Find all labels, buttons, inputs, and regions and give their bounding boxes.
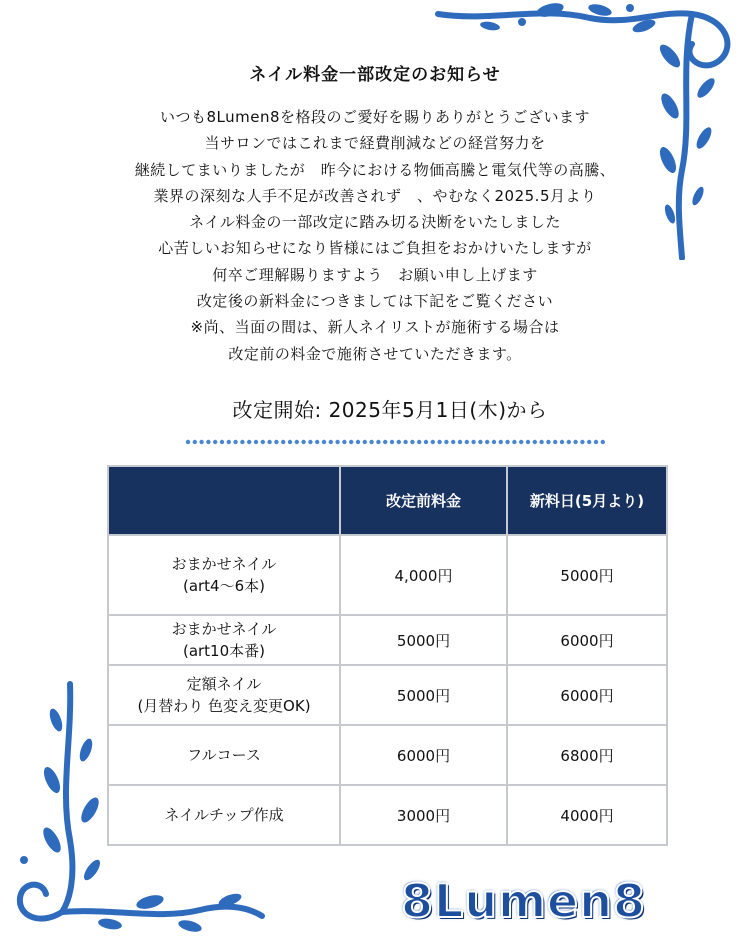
dotted-divider bbox=[185, 437, 605, 447]
divider-dot bbox=[403, 440, 407, 444]
divider-dot bbox=[499, 440, 503, 444]
divider-dot bbox=[465, 440, 469, 444]
divider-dot bbox=[301, 440, 305, 444]
menu-detail: (art10本番) bbox=[182, 642, 266, 660]
divider-dot bbox=[267, 440, 271, 444]
old-price-cell: 3000円 bbox=[340, 785, 507, 845]
new-price-cell: 5000円 bbox=[507, 535, 667, 615]
divider-dot bbox=[295, 440, 299, 444]
divider-dot bbox=[322, 440, 326, 444]
divider-dot bbox=[424, 440, 428, 444]
divider-dot bbox=[349, 440, 353, 444]
notice-line: 何卒ご理解賜りますよう お願い申し上げます bbox=[212, 265, 538, 284]
divider-dot bbox=[193, 440, 197, 444]
divider-dot bbox=[539, 440, 543, 444]
menu-detail: (art4〜6本) bbox=[182, 577, 266, 595]
divider-dot bbox=[431, 440, 435, 444]
divider-dot bbox=[573, 440, 577, 444]
divider-dot bbox=[546, 440, 550, 444]
header-menu bbox=[108, 466, 340, 535]
old-price-cell: 5000円 bbox=[340, 615, 507, 665]
menu-cell bbox=[108, 615, 340, 665]
menu-cell bbox=[108, 725, 340, 785]
notice-line: 改定後の新料金につきましては下記をご覧ください bbox=[196, 292, 554, 311]
divider-dot bbox=[281, 440, 285, 444]
notice-line: 当サロンではこれまで経費削減などの経営努力を bbox=[204, 134, 546, 153]
divider-dot bbox=[288, 440, 292, 444]
divider-dot bbox=[254, 440, 258, 444]
divider-dot bbox=[356, 440, 360, 444]
divider-dot bbox=[342, 440, 346, 444]
price-table bbox=[107, 465, 668, 846]
notice-line: ネイル料金の一部改定に踏み切る決断をいたしました bbox=[189, 213, 561, 232]
divider-dot bbox=[505, 440, 509, 444]
old-price-cell: 4,000円 bbox=[340, 535, 507, 615]
divider-dot bbox=[601, 440, 605, 444]
divider-dot bbox=[329, 440, 333, 444]
table-row bbox=[108, 725, 667, 785]
divider-dot bbox=[410, 440, 414, 444]
notice-line: 心苦しいお知らせになり皆様にはご負担をおかけいたしますが bbox=[158, 239, 592, 258]
menu-cell bbox=[108, 535, 340, 615]
page-title: ネイル料金一部改定のお知らせ bbox=[249, 65, 501, 85]
divider-dot bbox=[437, 440, 441, 444]
menu-name: 定額ネイル bbox=[186, 675, 262, 693]
notice-line: いつも8Lumen8を格段のご愛好を賜りありがとうございます bbox=[159, 108, 591, 126]
divider-dot bbox=[526, 440, 530, 444]
divider-dot bbox=[397, 440, 401, 444]
divider-dot bbox=[308, 440, 312, 444]
divider-dot bbox=[199, 440, 203, 444]
menu-cell bbox=[108, 665, 340, 725]
divider-dot bbox=[533, 440, 537, 444]
divider-dot bbox=[206, 440, 210, 444]
divider-dot bbox=[451, 440, 455, 444]
new-price-cell: 6800円 bbox=[507, 725, 667, 785]
notice-line: 継続してまいりましたが 昨今における物価高騰と電気代等の高騰、 bbox=[134, 160, 616, 179]
divider-dot bbox=[315, 440, 319, 444]
header-new-price: 新料日(5月より) bbox=[507, 466, 667, 535]
table-row bbox=[108, 535, 667, 615]
table-row bbox=[108, 615, 667, 665]
divider-dot bbox=[335, 440, 339, 444]
divider-dot bbox=[376, 440, 380, 444]
salon-logo: 8Lumen8 bbox=[401, 874, 646, 928]
divider-dot bbox=[512, 440, 516, 444]
menu-name: ネイルチップ作成 bbox=[164, 806, 284, 824]
notice-line: 改定前の料金で施術させていただきます。 bbox=[228, 344, 522, 363]
divider-dot bbox=[458, 440, 462, 444]
table-row bbox=[108, 785, 667, 845]
old-price-cell: 6000円 bbox=[340, 725, 507, 785]
table-row bbox=[108, 665, 667, 725]
old-price-cell: 5000円 bbox=[340, 665, 507, 725]
divider-dot bbox=[390, 440, 394, 444]
notice-line: 業界の深刻な人手不足が改善されず 、やむなく2025.5月より bbox=[153, 186, 597, 205]
table-header-row bbox=[108, 466, 667, 535]
divider-dot bbox=[492, 440, 496, 444]
divider-dot bbox=[553, 440, 557, 444]
revision-start-date: 改定開始: 2025年5月1日(木)から bbox=[232, 398, 548, 422]
divider-dot bbox=[240, 440, 244, 444]
notice-body bbox=[60, 104, 690, 367]
divider-dot bbox=[363, 440, 367, 444]
menu-name: おまかせネイル bbox=[171, 620, 277, 638]
divider-dot bbox=[485, 440, 489, 444]
divider-dot bbox=[560, 440, 564, 444]
menu-cell bbox=[108, 785, 340, 845]
divider-dot bbox=[369, 440, 373, 444]
divider-dot bbox=[478, 440, 482, 444]
menu-name: フルコース bbox=[187, 746, 261, 764]
divider-dot bbox=[220, 440, 224, 444]
divider-dot bbox=[580, 440, 584, 444]
menu-name: おまかせネイル bbox=[171, 555, 277, 573]
divider-dot bbox=[261, 440, 265, 444]
new-price-cell: 6000円 bbox=[507, 665, 667, 725]
divider-dot bbox=[233, 440, 237, 444]
divider-dot bbox=[587, 440, 591, 444]
divider-dot bbox=[444, 440, 448, 444]
divider-dot bbox=[227, 440, 231, 444]
divider-dot bbox=[274, 440, 278, 444]
new-price-cell: 4000円 bbox=[507, 785, 667, 845]
divider-dot bbox=[594, 440, 598, 444]
divider-dot bbox=[417, 440, 421, 444]
header-old-price: 改定前料金 bbox=[340, 466, 507, 535]
divider-dot bbox=[567, 440, 571, 444]
new-price-cell: 6000円 bbox=[507, 615, 667, 665]
divider-dot bbox=[519, 440, 523, 444]
divider-dot bbox=[471, 440, 475, 444]
divider-dot bbox=[186, 440, 190, 444]
menu-detail: (月替わり 色変え変更OK) bbox=[137, 697, 311, 715]
divider-dot bbox=[213, 440, 217, 444]
divider-dot bbox=[247, 440, 251, 444]
divider-dot bbox=[383, 440, 387, 444]
notice-line: ※尚、当面の間は、新人ネイリストが施術する場合は bbox=[190, 318, 560, 337]
